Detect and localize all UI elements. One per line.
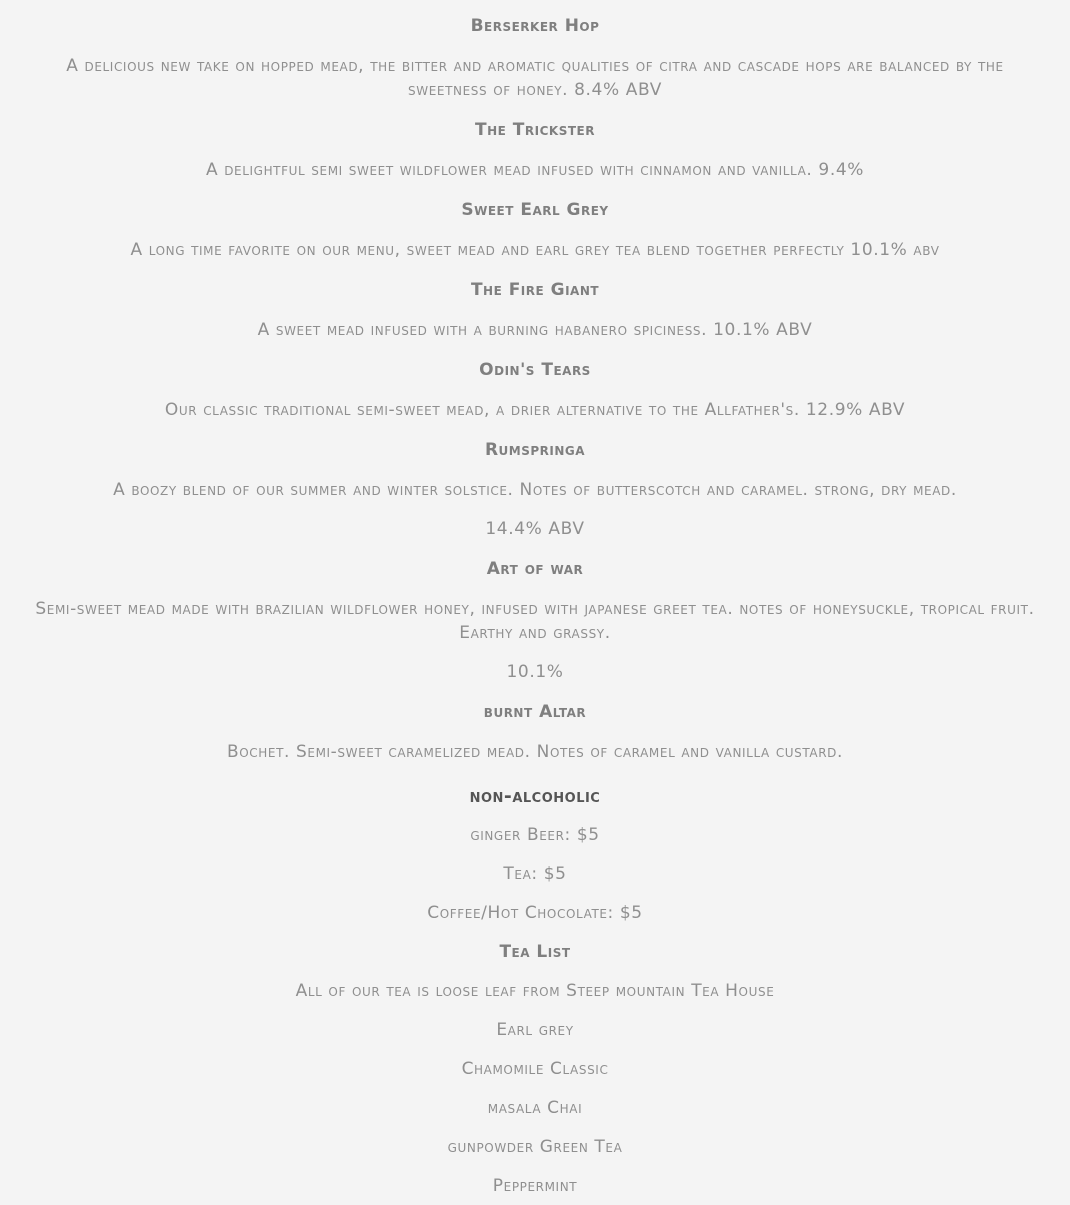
non-alcoholic-section bbox=[0, 784, 1070, 925]
mead-name: The Fire Giant bbox=[470, 280, 600, 300]
mead-description: A delicious new take on hopped mead, the bitter and aromatic qualities of citra and cascade hops are balanced by the sweetness of honey. 8.4% ABV bbox=[66, 56, 1004, 100]
mead-description: A delightful semi sweet wildflower mead infused with cinnamon and vanilla. 9.4% bbox=[205, 160, 864, 180]
mead-name: Art of war bbox=[486, 559, 584, 579]
mead-description: Bochet. Semi-sweet caramelized mead. Notes of caramel and vanilla custard. bbox=[226, 742, 843, 762]
mead-item bbox=[0, 119, 1070, 182]
mead-description: Our classic traditional semi-sweet mead, a drier alternative to the Allfather's. 12.9% ABV bbox=[164, 400, 906, 420]
tea-item: Chamomile Classic bbox=[461, 1059, 609, 1079]
tea-item: masala Chai bbox=[487, 1098, 583, 1118]
tea-list-title: Tea List bbox=[499, 942, 571, 962]
non-alcoholic-item: Coffee/Hot Chocolate: $5 bbox=[427, 903, 643, 923]
tea-item: Peppermint bbox=[492, 1176, 578, 1196]
mead-name: The Trickster bbox=[475, 120, 595, 140]
tea-item: Earl grey bbox=[496, 1020, 574, 1040]
mead-name: Odin's Tears bbox=[479, 360, 591, 380]
mead-name: Sweet Earl Grey bbox=[461, 200, 609, 220]
mead-item bbox=[0, 359, 1070, 422]
non-alcoholic-item: ginger Beer: $5 bbox=[470, 825, 600, 845]
mead-item bbox=[0, 558, 1070, 684]
mead-item bbox=[0, 15, 1070, 102]
tea-item: gunpowder Green Tea bbox=[447, 1137, 623, 1157]
non-alcoholic-item: Tea: $5 bbox=[503, 864, 567, 884]
mead-name: Berserker Hop bbox=[470, 16, 600, 36]
tea-list-section bbox=[0, 940, 1070, 1198]
mead-description: A sweet mead infused with a burning habanero spiciness. 10.1% ABV bbox=[257, 320, 813, 340]
mead-description: A boozy blend of our summer and winter solstice. Notes of butterscotch and caramel. strong, dry mead. bbox=[113, 480, 957, 500]
mead-name: Rumspringa bbox=[484, 440, 586, 460]
tea-list-note: All of our tea is loose leaf from Steep mountain Tea House bbox=[295, 981, 775, 1001]
mead-name: burnt Altar bbox=[483, 702, 587, 722]
mead-abv: 10.1% bbox=[506, 662, 564, 682]
mead-abv: 14.4% ABV bbox=[485, 519, 585, 539]
mead-item bbox=[0, 279, 1070, 342]
mead-item bbox=[0, 439, 1070, 541]
mead-item bbox=[0, 199, 1070, 262]
mead-item bbox=[0, 701, 1070, 764]
mead-description: Semi-sweet mead made with brazilian wildflower honey, infused with japanese greet tea. notes of honeysuckle, tropical fruit. Earthy and grassy. bbox=[35, 599, 1035, 643]
mead-description: A long time favorite on our menu, sweet mead and earl grey tea blend together perfectly 10.1% abv bbox=[130, 240, 940, 260]
section-title: non-alcoholic bbox=[469, 785, 601, 807]
